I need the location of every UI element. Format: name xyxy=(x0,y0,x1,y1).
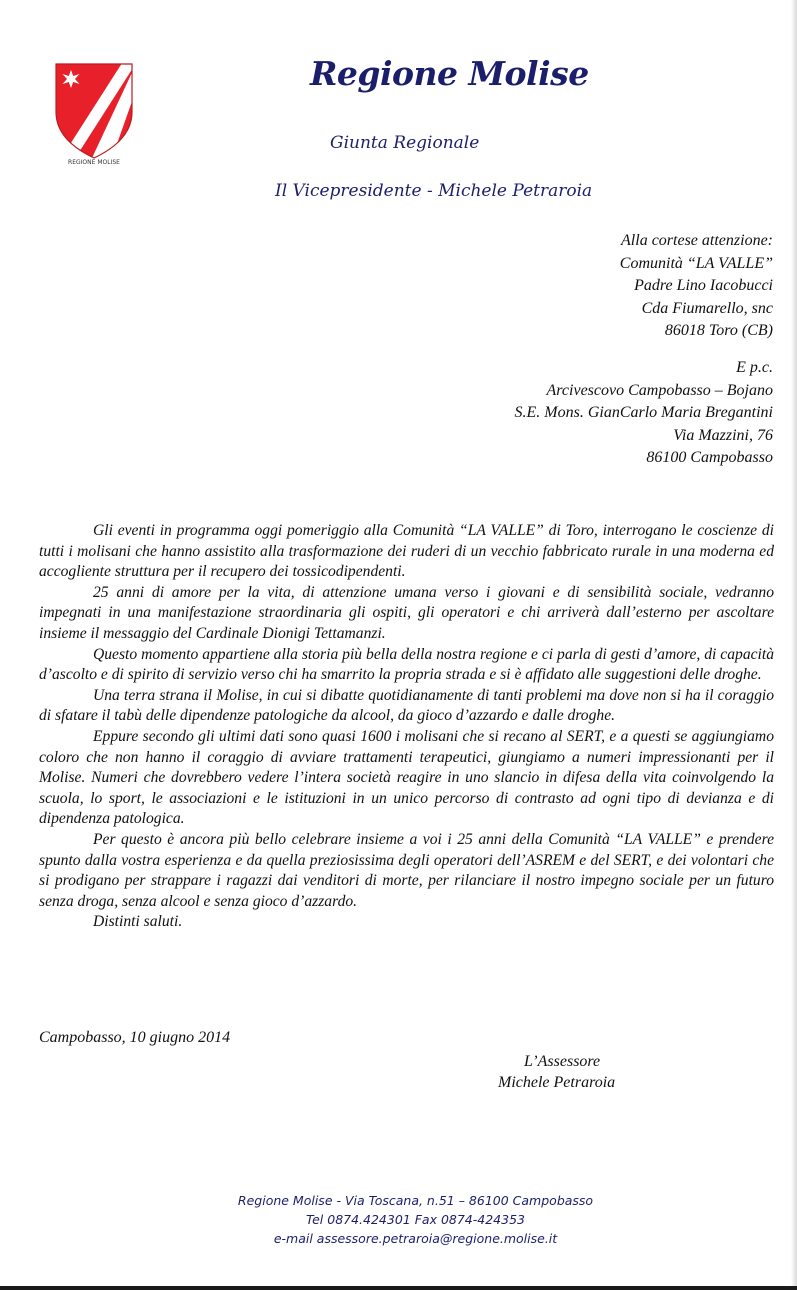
recipient-line: Padre Lino Iacobucci xyxy=(634,277,773,294)
body-paragraph: Per questo è ancora più bello celebrare insieme a voi i 25 anni della Comunità “LA VALLE” e prendere spunto dalla vostra esperienza e da quella preziosissima degli operatori dell’ASREM e del SERT, e dei volontari che si prodigano per strappare i ragazzi dai venditori di morte, per rilanciare il nostro impegno sociale per un futuro senza droga, senza alcool e senza gioco d’azzardo. xyxy=(39,830,774,910)
svg-text:REGIONE MOLISE: REGIONE MOLISE xyxy=(68,159,120,166)
regione-molise-crest-logo xyxy=(52,60,136,166)
recipient-line: 86018 Toro (CB) xyxy=(664,322,773,339)
body-paragraph: Una terra strana il Molise, in cui si dibatte quotidianamente di tanti problemi ma dove non si ha il coraggio di sfatare il tabù delle dipendenze patologiche da alcool, da gioco d’azzardo e dalle droghe. xyxy=(39,686,774,725)
footer-email: e-mail assessore.petraroia@regione.molise.it xyxy=(273,1231,558,1246)
body-paragraph: 25 anni di amore per la vita, di attenzione umana verso i giovani e di sensibilità sociale, vedranno impegnati in una manifestazione straordinaria gli ospiti, gli operatori e chi arriverà dall’esterno per ascoltare insieme il messaggio del Cardinale Dionigi Tettamanzi. xyxy=(39,583,774,642)
signatory-title: L’Assessore xyxy=(524,1053,601,1070)
date-place: Campobasso, 10 giugno 2014 xyxy=(39,1029,231,1046)
footer-address: Regione Molise - Via Toscana, n.51 – 86100 Campobasso xyxy=(237,1193,594,1208)
cc-line: Via Mazzini, 76 xyxy=(673,426,773,444)
recipient-line: Cda Fiumarello, snc xyxy=(641,299,773,317)
body-paragraph: Questo momento appartiene alla storia più bella della nostra regione e ci parla di gesti d’amore, di capacità d’ascolto e di spirito di servizio verso chi ha smarrito la propria strada e si è affidato alle suggestioni delle droghe. xyxy=(39,645,774,684)
cc-line: 86100 Campobasso xyxy=(646,449,773,466)
cc-address-block xyxy=(514,357,773,470)
vicepresident-heading: Il Vicepresidente - Michele Petraroia xyxy=(275,181,593,201)
region-title: Regione Molise xyxy=(310,54,589,93)
cc-line: S.E. Mons. GianCarlo Maria Bregantini xyxy=(514,404,773,421)
closing-salutation: Distinti saluti. xyxy=(93,913,183,931)
cc-line: Arcivescovo Campobasso – Bojano xyxy=(546,381,773,399)
page-bottom-border xyxy=(0,1286,797,1290)
recipient-line: Alla cortese attenzione: xyxy=(621,232,773,249)
recipient-address-block xyxy=(620,230,773,343)
cc-line: E p.c. xyxy=(736,359,773,376)
body-paragraph: Eppure secondo gli ultimi dati sono quasi 1600 i molisani che si recano al SERT, e a questi se aggiungiamo coloro che non hanno il coraggio di avviare trattamenti terapeutici, giungiamo a numeri impressionanti per il Molise. Numeri che dovrebbero vedere l’intera società reagire in uno slancio in difesa della vita coinvolgendo la scuola, lo sport, le associazioni e le istituzioni in un unico percorso di contrasto ad ogni tipo di devianza e di dipendenza patologica. xyxy=(39,727,774,828)
letterhead-footer xyxy=(0,1191,797,1248)
footer-phone: Tel 0874.424301 Fax 0874-424353 xyxy=(306,1212,525,1227)
recipient-line: Comunità “LA VALLE” xyxy=(619,254,773,272)
signature-block xyxy=(498,1051,615,1093)
giunta-regionale-heading: Giunta Regionale xyxy=(330,133,480,153)
letter-body xyxy=(39,521,774,933)
body-paragraph: Gli eventi in programma oggi pomeriggio alla Comunità “LA VALLE” di Toro, interrogano le coscienze di tutti i molisani che hanno assistito alla trasformazione dei ruderi di un vecchio fabbricato rurale in una moderna ed accogliente struttura per il recupero dei tossicodipendenti. xyxy=(39,522,774,581)
page-edge-shadow xyxy=(791,0,797,1290)
signatory-name: Michele Petraroia xyxy=(498,1074,616,1091)
